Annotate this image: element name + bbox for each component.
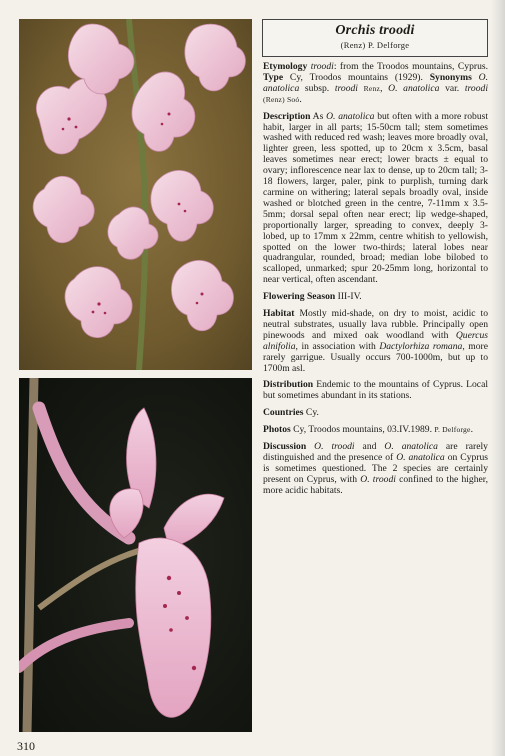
countries-paragraph	[263, 408, 488, 419]
discussion-species-2: O. anatolica	[384, 441, 438, 453]
distribution-text: Endemic to the mountains of Cyprus. Local but sometimes abundant in its stations.	[263, 379, 488, 402]
habitat-text-3: , more rarely garrigue. Usually occurs 700-1000m, but up to 1700m asl.	[263, 340, 488, 374]
habitat-text-2: , in association with	[295, 340, 380, 352]
discussion-label: Discussion	[263, 441, 307, 453]
orchis-troodi-flower-closeup-photo	[19, 378, 252, 732]
description-text: but often with a more robust habit, larger in all parts; 15-50cm tall; stem sometimes washed with reduced red wash; leaves more broadly oval, lighter green, less spotted, up to 20cm x 3.5cm, basal leaves sometimes near erect; lower bracts ± equal to ovary; inflorescence near lax to dense, up to 20cm tall; 3-18 flowers, larger, paler, pink to purplish, turning dark carmine on withering; lateral sepals broadly oval, inside washed or blotched green in the centre, 7-11mm x 3.5-5mm; dorsal sepal often near erect; lip wedge-shaped, proportionally larger, spreading to convex, deeply 3-lobed, up to 17mm x 22mm, centre whitish to yellowish, spotted on the lower two-thirds; lateral lobes near quadrangular, rounded, broad; median lobe bilobed to scalloped, unmarked; spur 20-25mm long, horizontal to near vertical, often ascendant.	[263, 110, 489, 286]
countries-label: Countries	[263, 407, 304, 419]
synonym-2-epithet: troodi	[464, 82, 488, 94]
discussion-species-4: O. troodi	[360, 473, 396, 485]
habitat-species-2: Dactylorhiza romana	[379, 340, 463, 352]
page-edge-shadow	[491, 0, 505, 756]
habitat-label: Habitat	[263, 308, 295, 320]
habitat-text-1: Mostly mid-shade, on dry to moist, acidic to neutral substrates, usually lava rubble. Principally open pinewoods and mixed oak woodland with	[263, 308, 488, 341]
flowering-label: Flowering Season	[263, 291, 336, 303]
page-number: 310	[17, 739, 35, 753]
discussion-text-2: are rarely distinguished and the presence of	[263, 441, 488, 463]
species-title: Orchis troodi	[335, 23, 415, 38]
synonym-2-author: (Renz) Soó	[263, 94, 300, 104]
etymology-paragraph	[263, 62, 488, 106]
flowering-text: III-IV.	[335, 291, 362, 303]
synonym-2-name: O. anatolica	[388, 82, 440, 94]
synonym-1-rank: subsp.	[299, 82, 335, 94]
synonym-separator: ,	[380, 82, 389, 94]
etymology-label: Etymology	[263, 61, 308, 72]
synonyms-end: .	[299, 93, 302, 105]
orchis-troodi-inflorescence-photo	[19, 19, 252, 370]
discussion-paragraph	[263, 442, 488, 497]
synonym-1-name: O. anatolica	[263, 71, 488, 94]
species-account	[263, 62, 488, 503]
flowering-paragraph	[263, 292, 488, 303]
distribution-label: Distribution	[263, 379, 314, 391]
photos-paragraph	[263, 425, 488, 436]
description-species: O. anatolica	[326, 110, 375, 122]
type-label: Type	[263, 71, 284, 83]
photos-text: Cy, Troodos mountains, 03.IV.1989.	[290, 424, 435, 436]
discussion-text-1: and	[354, 441, 385, 453]
habitat-paragraph	[263, 309, 488, 374]
discussion-text-3: on Cyprus is sometimes questioned. The 2 species are certainly present on Cyprus, with	[263, 452, 489, 485]
discussion-species-1: O. troodi	[314, 441, 355, 453]
discussion-species-3: O. anatolica	[396, 452, 445, 463]
type-text: Cy, Troodos mountains (1929).	[283, 71, 423, 83]
synonym-2-rank: var.	[439, 82, 465, 94]
photos-end: .	[470, 424, 474, 436]
description-pre: As	[310, 110, 327, 122]
etymology-epithet: troodi	[310, 61, 334, 72]
etymology-text: : from the Troodos mountains, Cyprus.	[333, 61, 489, 72]
synonyms-label: Synonyms	[429, 71, 472, 83]
species-authority: (Renz) P. Delforge	[340, 40, 410, 50]
description-paragraph	[263, 112, 488, 287]
habitat-species-1: Quercus alnifolia	[263, 329, 488, 352]
discussion-text-4: confined to the higher, more acidic habitats.	[263, 473, 488, 496]
synonym-1-epithet: troodi	[334, 82, 358, 94]
countries-text: Cy.	[303, 407, 319, 419]
synonym-1-author: Renz	[363, 83, 381, 93]
distribution-paragraph	[263, 380, 488, 402]
photos-label: Photos	[263, 424, 291, 436]
description-label: Description	[263, 110, 311, 122]
photographer-name: P. Delforge	[434, 425, 471, 435]
species-title-box	[262, 19, 488, 57]
